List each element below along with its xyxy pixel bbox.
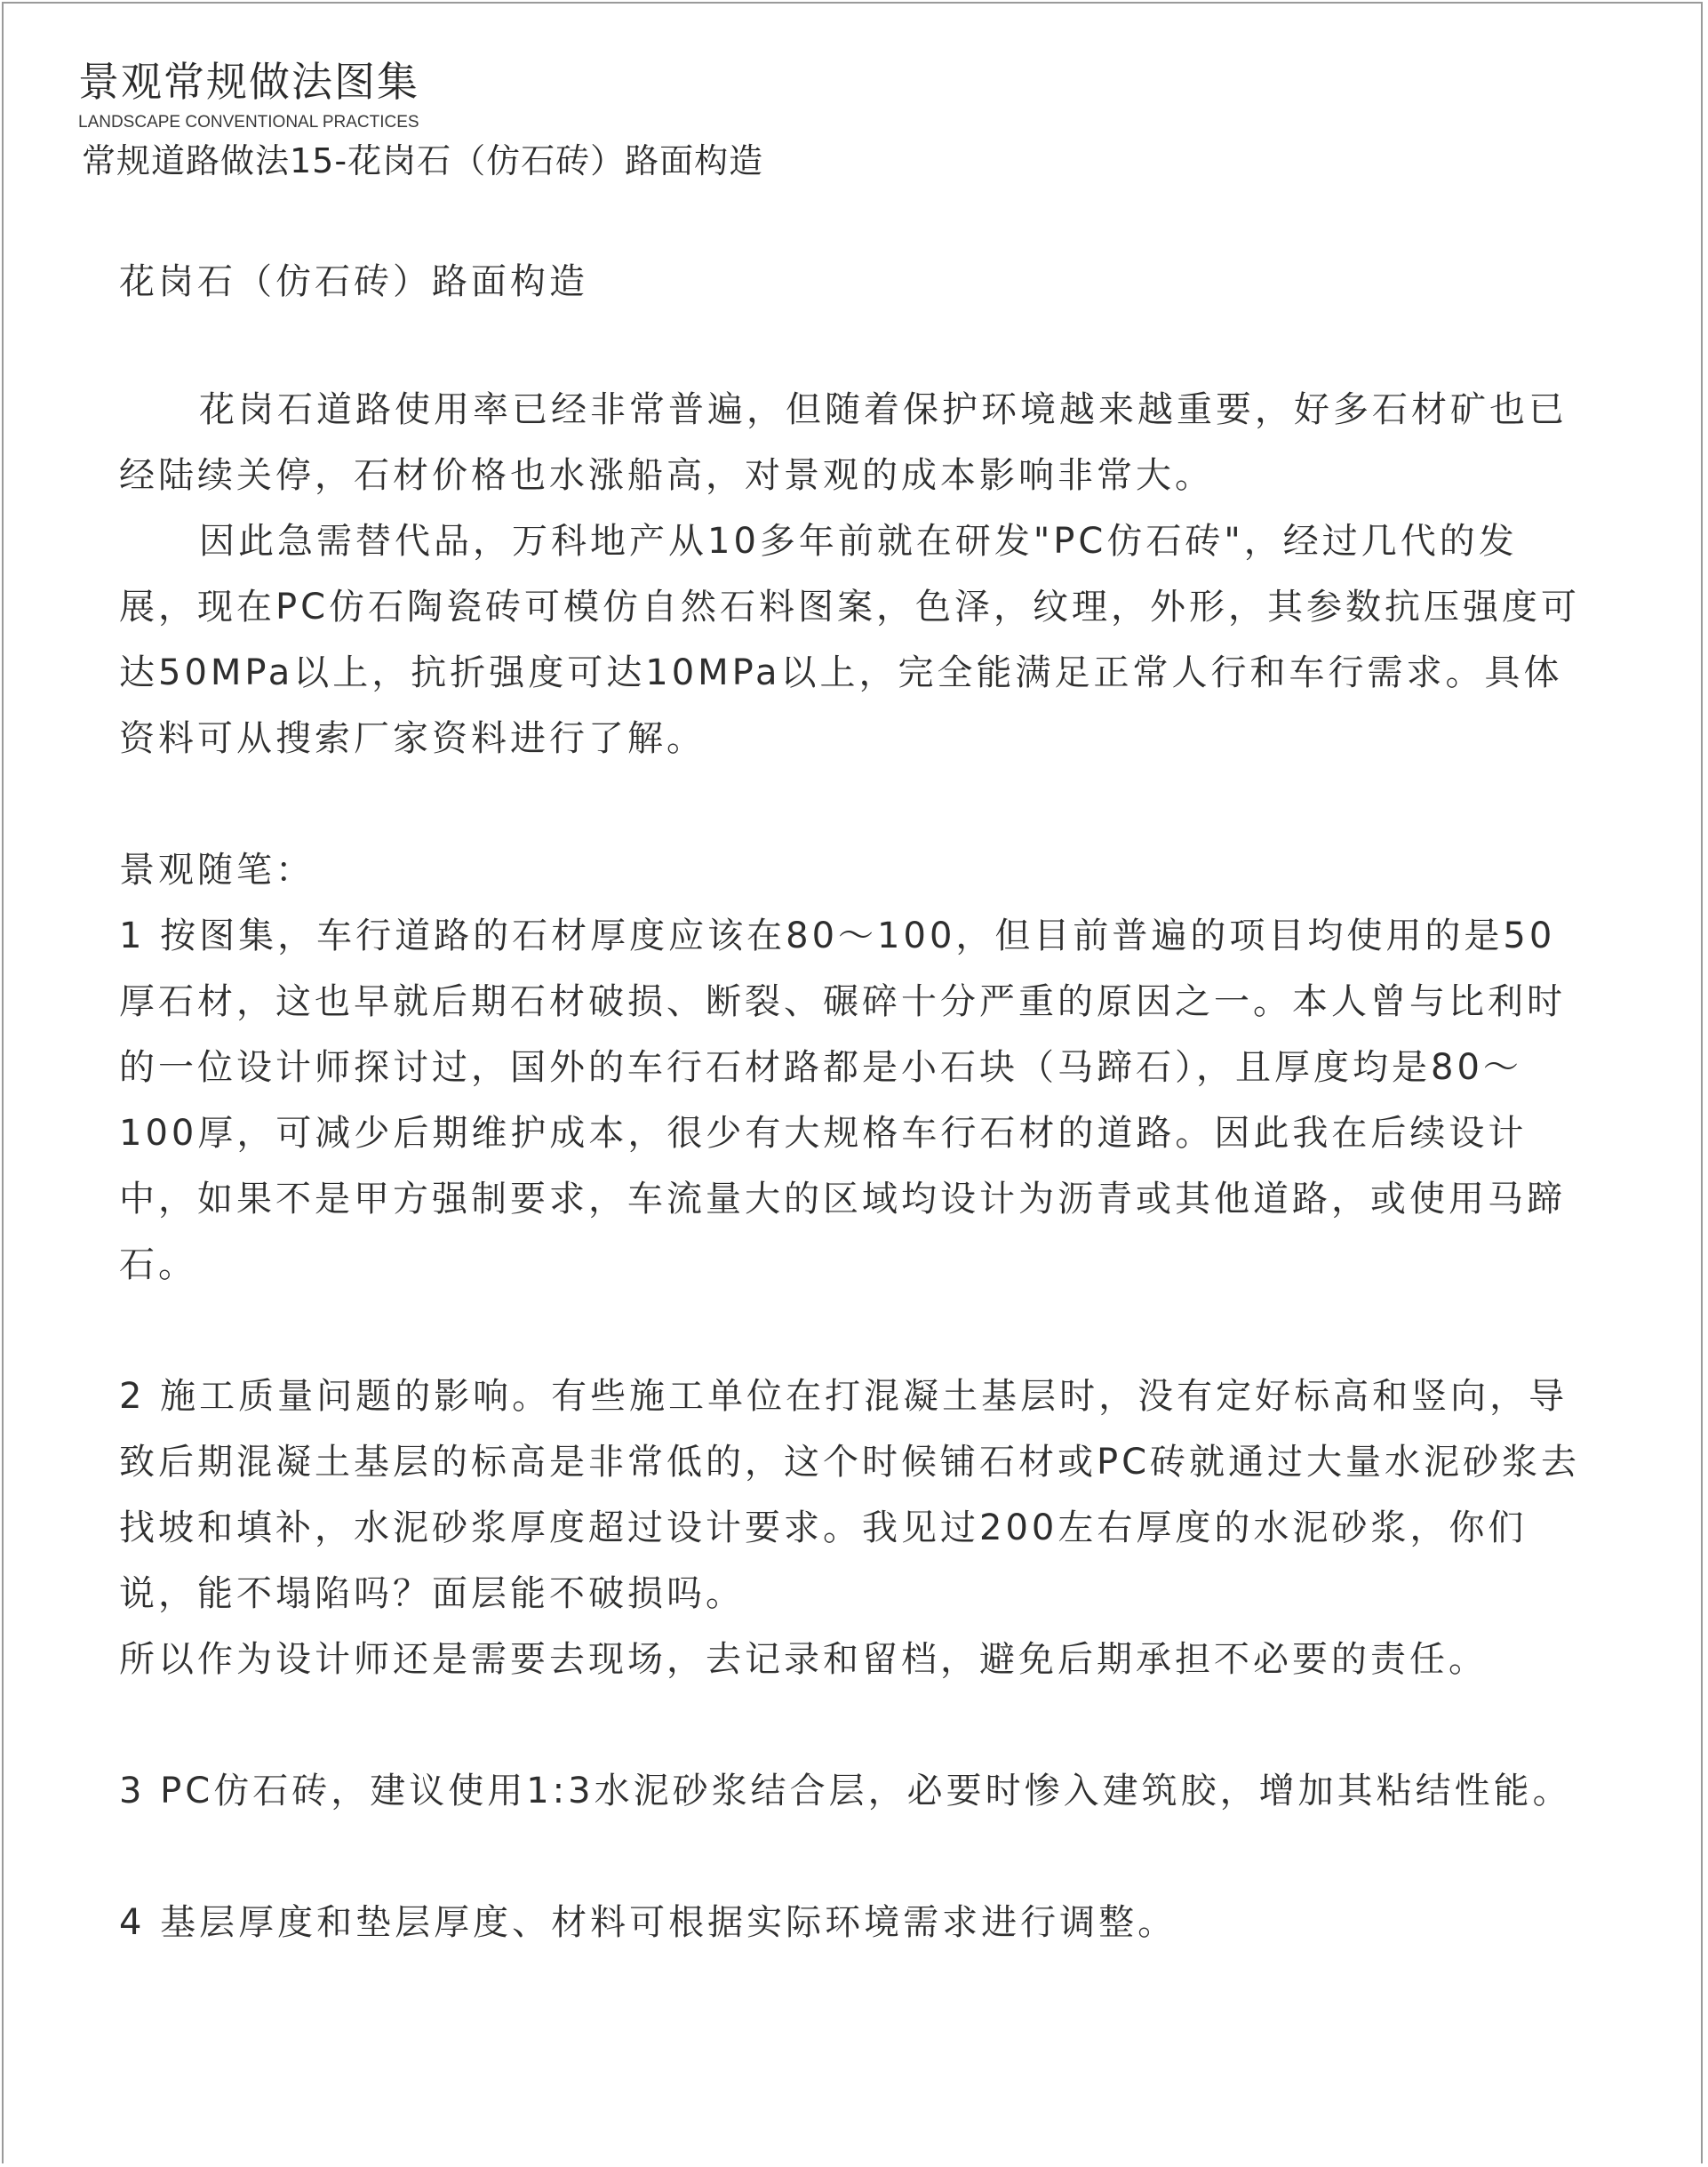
note-4: 4 基层厚度和垫层厚度、材料可根据实际环境需求进行调整。 (119, 1902, 1177, 1943)
article-heading: 花岗石（仿石砖）路面构造 (119, 261, 588, 302)
note-1: 1 按图集，车行道路的石材厚度应该在80～100，但目前普遍的项目均使用的是50厚石材，这也早就后期石材破损、断裂、碾碎十分严重的原因之一。本人曾与比利时的一位设计师探讨过，国外的车行石材路都是小石块（马蹄石），且厚度均是80～100厚，可减少后期维护成本，很少有大规格车行石材的道路。因此我在后续设计中，如果不是甲方强制要求，车流量大的区域均设计为沥青或其他道路，或使用马蹄石。 (119, 916, 1566, 1285)
page-header (78, 55, 1589, 183)
note-2-paragraph: 2 施工质量问题的影响。有些施工单位在打混凝土基层时，没有定好标高和竖向，导致后期混凝土基层的标高是非常低的，这个时候铺石材或PC砖就通过大量水泥砂浆去找坡和填补，水泥砂浆厚度超过设计要求。我见过200左右厚度的水泥砂浆，你们说，能不塌陷吗？面层能不破损吗。 (119, 1376, 1581, 1614)
book-title: 景观常规做法图集 (78, 58, 419, 106)
notes-title: 景观随笔： (119, 850, 315, 891)
article-body (119, 249, 1585, 1955)
note-3: 3 PC仿石砖，建议使用1:3水泥砂浆结合层，必要时惨入建筑胶，增加其粘结性能。 (119, 1771, 1572, 1811)
intro-paragraph-2: 因此急需替代品，万科地产从10多年前就在研发"PC仿石砖"，经过几代的发展，现在PC仿石陶瓷砖可模仿自然石料图案，色泽，纹理，外形，其参数抗压强度可达50MPa以上，抗折强度可达10MPa以上，完全能满足正常人行和车行需求。具体资料可从搜索厂家资料进行了解。 (119, 521, 1581, 759)
intro-paragraph-1: 花岗石道路使用率已经非常普遍，但随着保护环境越来越重要，好多石材矿也已经陆续关停，石材价格也水涨船高，对景观的成本影响非常大。 (119, 389, 1568, 496)
note-2-conclusion: 所以作为设计师还是需要去现场，去记录和留档，避免后期承担不必要的责任。 (119, 1639, 1488, 1680)
book-subtitle-english: LANDSCAPE CONVENTIONAL PRACTICES (78, 113, 419, 132)
section-title: 常规道路做法15-花岗石（仿石砖）路面构造 (82, 141, 764, 180)
